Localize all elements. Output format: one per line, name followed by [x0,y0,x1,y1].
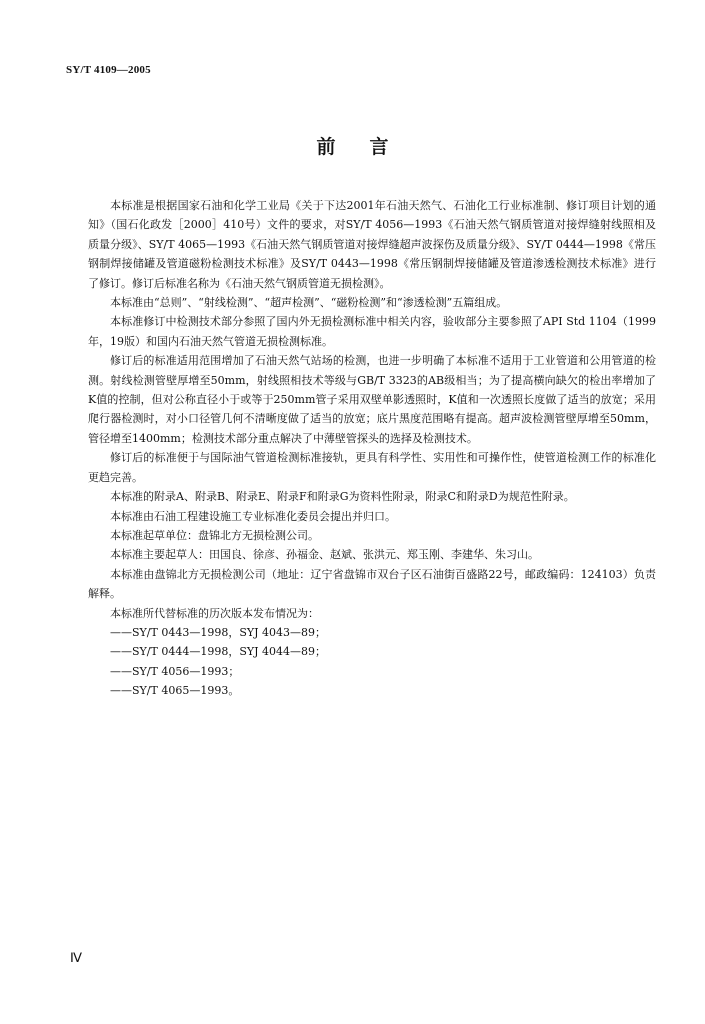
paragraph-revision-basis: 本标准是根据国家石油和化学工业局《关于下达2001年石油天然气、石油化工行业标准制、修订项目计划的通知》（国石化政发［2000］410号）文件的要求，对SY/T 4056—1993《石油天然气钢质管道对接焊缝射线照相及质量分级》、SY/T 4065—1993《石油天然气钢质管道对接焊缝超声波探伤及质量分级》、SY/T 0444—1998《常压钢制焊接储罐及管道磁粉检测技术标准》及SY/T 0443—1998《常压钢制焊接储罐及管道渗透检测技术标准》进行了修订。修订后标准名称为《石油天然气钢质管道无损检测》。 [88,199,656,290]
paragraph-interpretation: 本标准由盘锦北方无损检测公司（地址：辽宁省盘锦市双台子区石油街百盛路22号，邮政编码：124103）负责解释。 [88,567,656,601]
paragraph-structure: 本标准由“总则”、“射线检测”、“超声检测”、“磁粉检测”和“渗透检测”五篇组成。 [110,296,508,310]
history-list [88,623,656,701]
paragraph-proposer: 本标准由石油工程建设施工专业标准化委员会提出并归口。 [110,509,396,523]
paragraph-references: 本标准修订中检测技术部分参照了国内外无损检测标准中相关内容，验收部分主要参照了API Std 1104（1999年，19版）和国内石油天然气管道无损检测标准。 [88,315,656,348]
history-item: ——SY/T 4056—1993； [110,664,240,678]
paragraph-history-intro: 本标准所代替标准的历次版本发布情况为： [110,606,319,620]
paragraph-drafters: 本标准主要起草人：田国良、徐彦、孙福金、赵斌、张洪元、郑玉刚、李建华、朱习山。 [110,548,539,562]
document-body [88,196,656,701]
page-number: Ⅳ [70,950,82,965]
paragraph-annexes: 本标准的附录A、附录B、附录E、附录F和附录G为资料性附录，附录C和附录D为规范性附录。 [110,490,575,504]
paragraph-benefits: 修订后的标准便于与国际油气管道检测标准接轨，更具有科学性、实用性和可操作性，使管道检测工作的标准化更趋完善。 [88,451,656,484]
paragraph-scope-changes: 修订后的标准适用范围增加了石油天然气站场的检测，也进一步明确了本标准不适用于工业管道和公用管道的检测。射线检测管壁厚增至50mm，射线照相技术等级与GB/T 3323的AB级相当；为了提高横向缺欠的检出率增加了K值的控制，但对公称直径小于或等于250mm管子采用双壁单影透照时，K值和一次透照长度做了适当的放宽；采用爬行器检测时，对小口径管几何不清晰度做了适当的放宽；底片黑度范围略有提高。超声波检测管壁厚增至50mm，管径增至1400mm；检测技术部分重点解决了中薄壁管探头的选择及检测技术。 [88,354,656,445]
history-item: ——SY/T 0443—1998，SYJ 4043—89； [110,625,327,639]
standard-code-header: SY/T 4109—2005 [66,64,151,76]
history-item: ——SY/T 4065—1993。 [110,684,240,698]
paragraph-drafting-unit: 本标准起草单位：盘锦北方无损检测公司。 [110,528,319,542]
page-title: 前言 [316,136,423,158]
history-item: ——SY/T 0444—1998，SYJ 4044—89； [110,645,327,659]
